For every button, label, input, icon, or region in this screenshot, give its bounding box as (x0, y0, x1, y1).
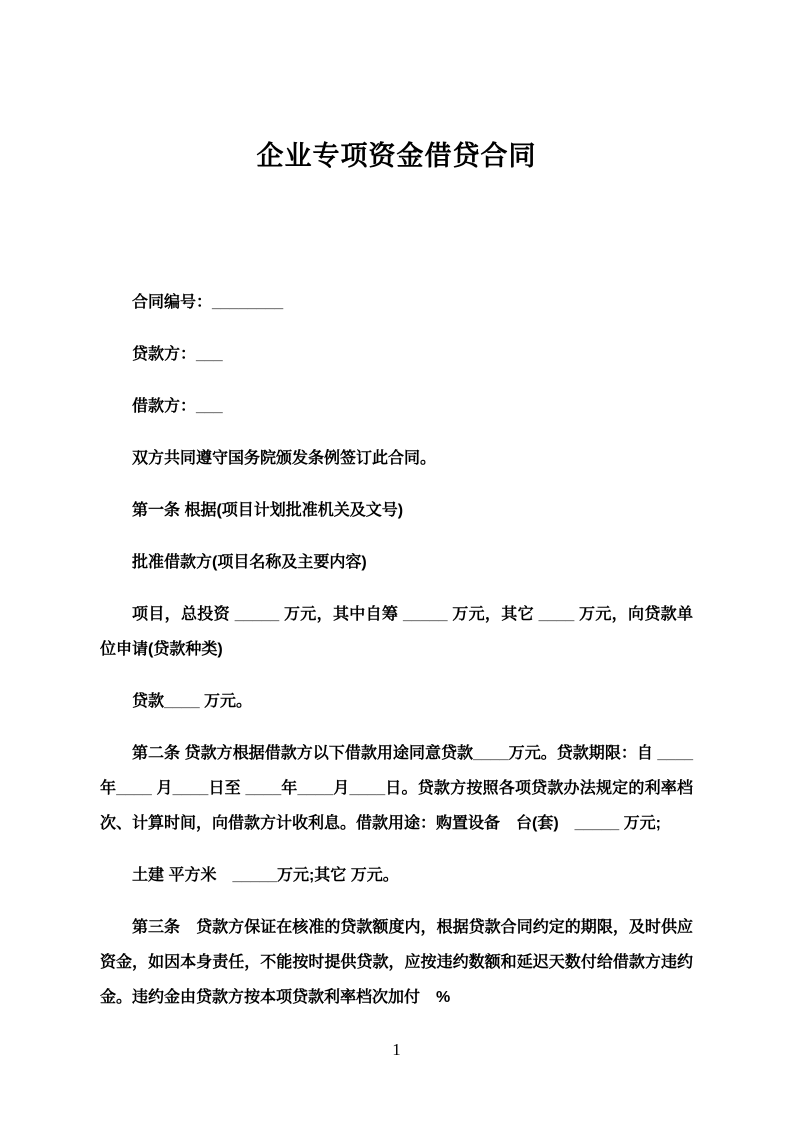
page-number: 1 (392, 1040, 401, 1059)
para-contract-number: 合同编号：________ (132, 294, 284, 311)
para-preamble: 双方共同遵守国务院颁发条例签订此合同。 (132, 450, 437, 467)
para-lender: 贷款方：___ (132, 346, 223, 363)
para-article-3: 第三条 贷款方保证在核准的贷款额度内，根据贷款合同约定的期限，及时供应资金，如因本身责任，不能按时提供贷款，应按违约数额和延迟天数付给借款方违约金。违约金由贷款方按本项贷款利率档次加付 % (100, 919, 693, 1006)
para-civil-works: 土建 平方米 _____万元;其它 万元。 (132, 867, 399, 884)
para-article-2: 第二条 贷款方根据借款方以下借款用途同意贷款____万元。贷款期限：自 ____年____ 月____日至 ____年____月____日。贷款方按照各项贷款办法规定的利率档次、计算时间，向借款方计收利息。借款用途：购置设备 台(套) _____ 万元; (100, 745, 693, 832)
document-title: 企业专项资金借贷合同 (256, 141, 537, 171)
para-project-investment: 项目，总投资 _____ 万元，其中自筹 _____ 万元，其它 ____ 万元，向贷款单位申请(贷款种类) (100, 606, 693, 658)
para-loan-amount: 贷款____ 万元。 (132, 693, 253, 710)
para-borrower: 借款方：___ (132, 398, 223, 415)
para-article-1: 第一条 根据(项目计划批准机关及文号) (132, 502, 404, 519)
para-approval-line: 批准借款方(项目名称及主要内容) (132, 554, 367, 571)
document-body (0, 172, 793, 1015)
